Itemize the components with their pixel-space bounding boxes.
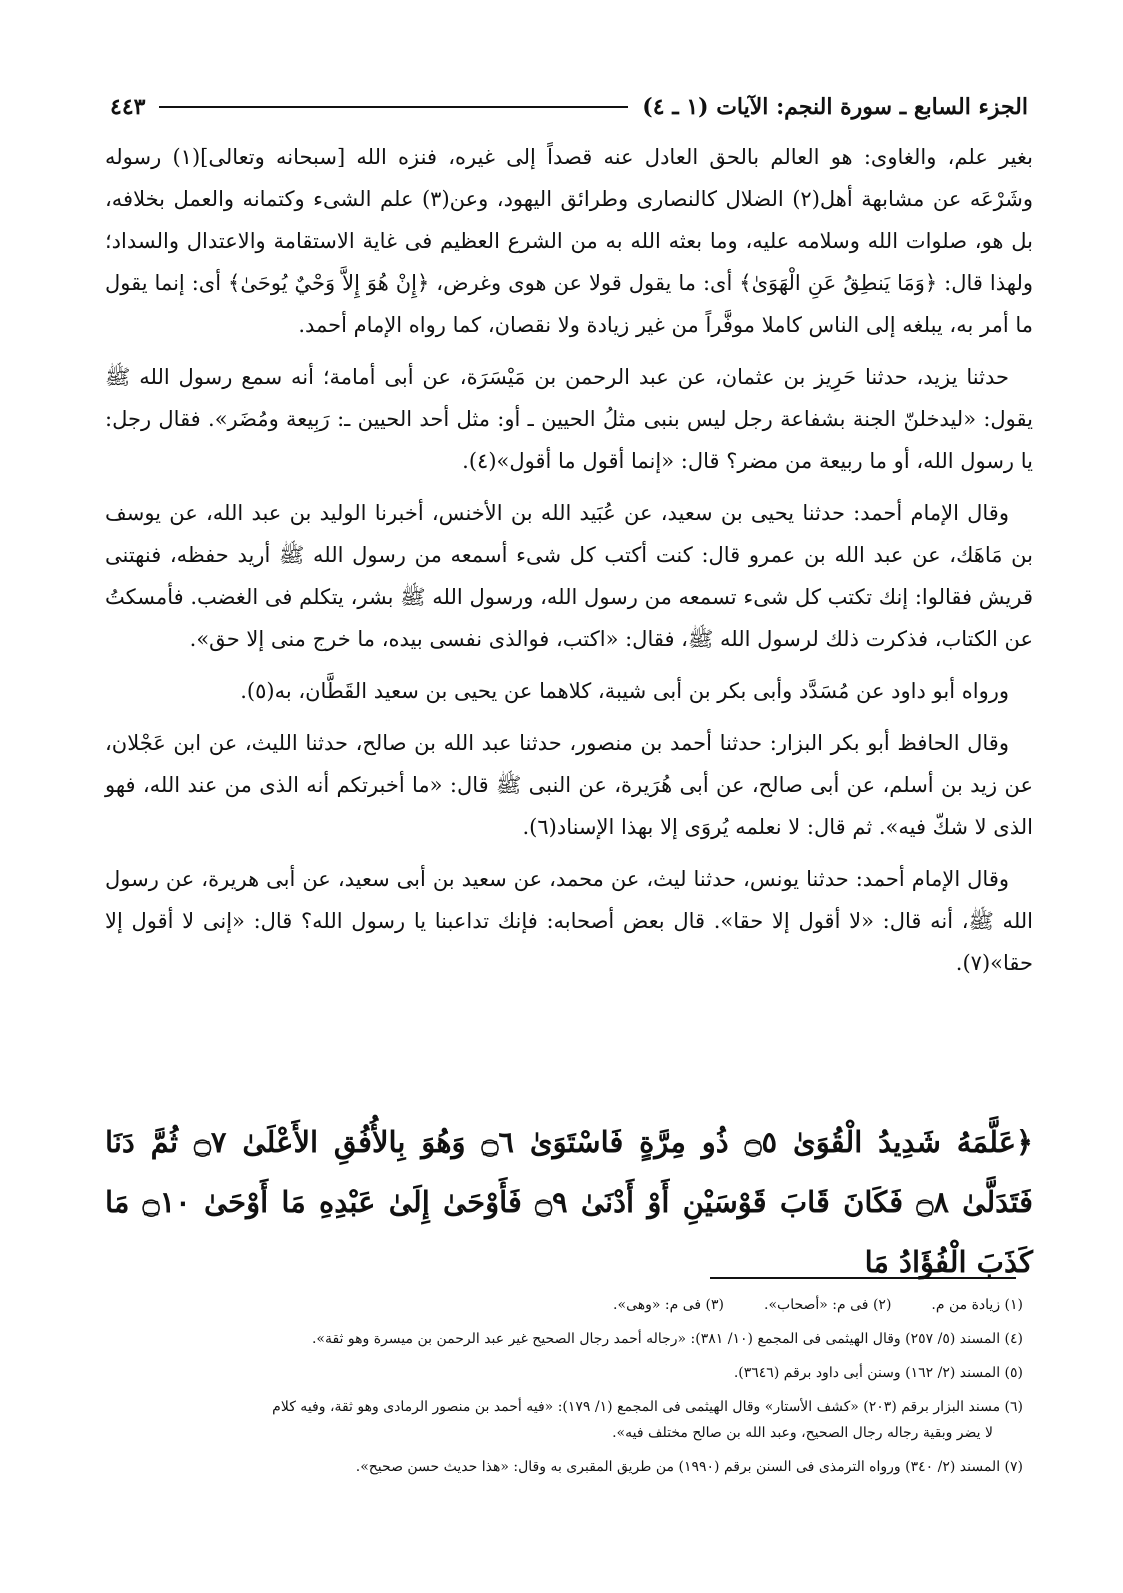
footnote-6-continuation: لا يضر وبقية رجاله رجال الصحيح، وعبد الله بن صالح مختلف فيه». xyxy=(612,1425,993,1441)
footnote-4: (٤) المسند (٥/ ٢٥٧) وقال الهيثمى فى المجمع (١٠/ ٣٨١): «رجاله أحمد رجال الصحيح غير عبد الرحمن بن ميسرة وهو ثقة». xyxy=(311,1331,1023,1347)
footnote-2: (٢) فى م: «أصحاب». xyxy=(764,1297,892,1313)
paragraph-6: وقال الإمام أحمد: حدثنا يونس، حدثنا ليث، عن محمد، عن سعيد بن أبى سعيد، عن أبى هريرة، عن رسول الله ﷺ، أنه قال: «لا أقول إلا حقا». قال بعض أصحابه: فإنك تداعبنا يا رسول الله؟ قال: «إنى لا أقول إلا حقا»(٧). xyxy=(105,867,1033,975)
paragraph-3: وقال الإمام أحمد: حدثنا يحيى بن سعيد، عن عُبَيد الله بن الأخنس، أخبرنا الوليد بن عبد الله، عن يوسف بن مَاهَك، عن عبد الله بن عمرو قال: كنت أكتب كل شىء أسمعه من رسول الله ﷺ أريد حفظه، فنهتنى قريش فقالوا: إنك تكتب كل شىء تسمعه من رسول الله، ورسول الله ﷺ بشر، يتكلم فى الغضب. فأمسكتُ عن الكتاب، فذكرت ذلك لرسول الله ﷺ، فقال: «اكتب، فوالذى نفسى بيده، ما خرج منى إلا حق». xyxy=(105,501,1033,651)
footnote-3: (٣) فى م: «وهى». xyxy=(613,1297,724,1313)
running-header xyxy=(110,90,1028,124)
footnotes xyxy=(100,1292,1023,1488)
footnote-row-1 xyxy=(100,1292,1023,1318)
footnote-5: (٥) المسند (٢/ ١٦٢) وسنن أبى داود برقم (٣٦٤٦). xyxy=(733,1365,1023,1381)
page-number: ٤٤٣ xyxy=(110,94,146,120)
footnote-6: (٦) مسند البزار برقم (٢٠٣) «كشف الأستار» وقال الهيثمى فى المجمع (١/ ١٧٩): «فيه أحمد بن منصور الرمادى وهو ثقة، وفيه كلام xyxy=(272,1399,1023,1415)
header-title: الجزء السابع ـ سورة النجم: الآيات (١ ـ ٤) xyxy=(642,94,1028,120)
footnote-7: (٧) المسند (٢/ ٣٤٠) ورواه الترمذى فى السنن برقم (١٩٩٠) من طريق المقبرى به وقال: «هذا حديث حسن صحيح». xyxy=(355,1459,1023,1475)
paragraph-4: ورواه أبو داود عن مُسَدَّد وأبى بكر بن أبى شيبة، كلاهما عن يحيى بن سعيد القَطَّان، به(٥). xyxy=(240,679,1009,703)
paragraph-5: وقال الحافظ أبو بكر البزار: حدثنا أحمد بن منصور، حدثنا عبد الله بن صالح، حدثنا الليث، عن ابن عَجْلان، عن زيد بن أسلم، عن أبى صالح، عن أبى هُرَيرة، عن النبى ﷺ قال: «ما أخبرتكم أنه الذى من عند الله، فهو الذى لا شكّ فيه». ثم قال: لا نعلمه يُروَى إلا بهذا الإسناد(٦). xyxy=(105,731,1033,839)
footnote-1: (١) زيادة من م. xyxy=(931,1297,1023,1313)
main-text xyxy=(105,136,1033,994)
header-rule xyxy=(159,106,628,108)
footnote-separator xyxy=(710,1277,1016,1279)
paragraph-1: بغير علم، والغاوى: هو العالم بالحق العادل عنه قصداً إلى غيره، فنزه الله [سبحانه وتعالى](١) رسوله وشَرْعَه عن مشابهة أهل(٢) الضلال كالنصارى وطرائق اليهود، وعن(٣) علم الشىء وكتمانه والعمل بخلافه، بل هو، صلوات الله وسلامه عليه، وما بعثه الله به من الشرع العظيم فى غاية الاستقامة والاعتدال والسداد؛ ولهذا قال: ﴿وَمَا يَنطِقُ عَنِ الْهَوَىٰ﴾ أى: ما يقول قولا عن هوى وغرض، ﴿إِنْ هُوَ إِلاَّ وَحْيٌ يُوحَىٰ﴾ أى: إنما يقول ما أمر به، يبلغه إلى الناس كاملا موفَّراً من غير زيادة ولا نقصان، كما رواه الإمام أحمد. xyxy=(105,145,1034,337)
paragraph-2: حدثنا يزيد، حدثنا حَرِيز بن عثمان، عن عبد الرحمن بن مَيْسَرَة، عن أبى أمامة؛ أنه سمع رسول الله ﷺ يقول: «ليدخلنّ الجنة بشفاعة رجل ليس بنبى مثلُ الحيين ـ أو: مثل أحد الحيين ـ: رَبِيعة ومُضَر». فقال رجل: يا رسول الله، أو ما ربيعة من مضر؟ قال: «إنما أقول ما أقول»(٤). xyxy=(105,365,1033,473)
quran-verses: ﴿عَلَّمَهُ شَدِيدُ الْقُوَىٰ ۝٥ ذُو مِرَّةٍ فَاسْتَوَىٰ ۝٦ وَهُوَ بِالأُفُقِ الأَعْلَىٰ ۝٧ ثُمَّ دَنَا فَتَدَلَّىٰ ۝٨ فَكَانَ قَابَ قَوْسَيْنِ أَوْ أَدْنَىٰ ۝٩ فَأَوْحَىٰ إِلَىٰ عَبْدِهِ مَا أَوْحَىٰ ۝١٠ مَا كَذَبَ الْفُؤَادُ مَا xyxy=(105,1125,1034,1279)
